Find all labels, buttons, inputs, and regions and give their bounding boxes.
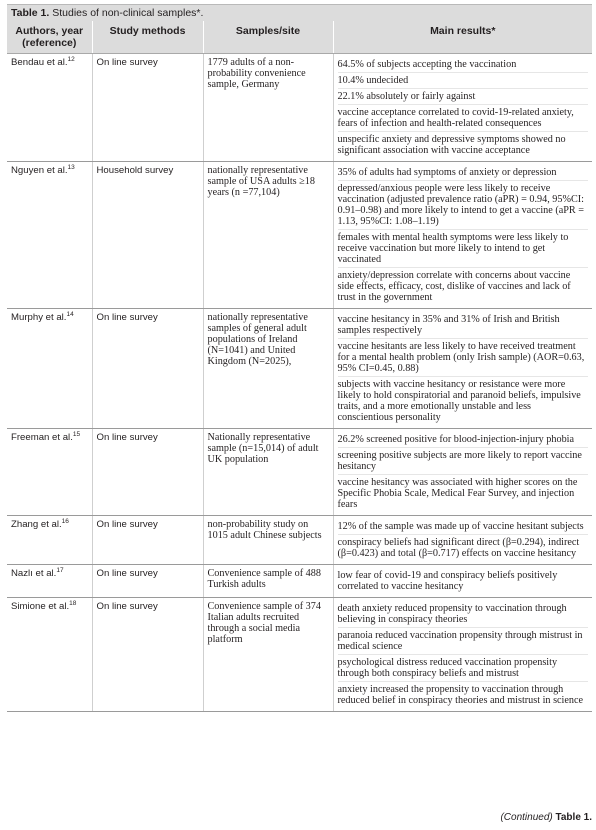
reference-number: 13 bbox=[67, 163, 75, 171]
author-name: Simione et al. bbox=[11, 601, 70, 612]
result-item: anxiety increased the propensity to vaccination through reduced belief in conspiracy theories and mistrust in science bbox=[337, 684, 584, 706]
sample-cell: 1779 adults of a non-probability convenience sample, Germany bbox=[203, 54, 333, 162]
table-row bbox=[7, 565, 592, 598]
studies-table bbox=[7, 21, 592, 712]
reference-number: 15 bbox=[72, 430, 81, 438]
author-name: Freeman et al. bbox=[11, 432, 73, 443]
results-cell bbox=[333, 565, 592, 598]
header-methods: Study methods bbox=[92, 21, 203, 54]
continued-note bbox=[500, 812, 592, 823]
author-cell bbox=[7, 598, 92, 712]
continued-label: Table 1. bbox=[555, 812, 592, 823]
author-name: Bendau et al. bbox=[11, 57, 68, 68]
result-item: death anxiety reduced propensity to vaccination through believing in conspiracy theories bbox=[338, 601, 589, 628]
sample-cell: nationally representative samples of general adult populations of Ireland (N=1041) and United Kingdom (N=2025), bbox=[203, 309, 333, 429]
result-item: unspecific anxiety and depressive symptoms showed no significant association with vaccine acceptance bbox=[337, 134, 566, 156]
author-name: Murphy et al. bbox=[11, 312, 67, 323]
results-cell bbox=[333, 598, 592, 712]
header-row bbox=[7, 21, 592, 54]
author-cell bbox=[7, 565, 92, 598]
table-row bbox=[7, 429, 592, 516]
sample-cell: Nationally representative sample (n=15,014) of adult UK population bbox=[203, 429, 333, 516]
method-cell: On line survey bbox=[92, 598, 203, 712]
author-name: Nguyen et al. bbox=[11, 165, 68, 176]
result-item: depressed/anxious people were less likely to receive vaccination (adjusted prevalence ratio (aPR) = 0.94, 95%CI: 0.91–0.98) and more likely to intend to get a vaccine (aPR = 1.13, 95%CI: 1.08–1.19) bbox=[338, 181, 589, 230]
result-item: 64.5% of subjects accepting the vaccination bbox=[338, 57, 589, 73]
header-results: Main results* bbox=[333, 21, 592, 54]
sample-cell: Convenience sample of 374 Italian adults recruited through a social media platform bbox=[203, 598, 333, 712]
result-item: vaccine acceptance correlated to covid-19-related anxiety, fears of infection and health-related consequences bbox=[338, 105, 589, 132]
table-row bbox=[7, 54, 592, 162]
result-item: screening positive subjects are more likely to report vaccine hesitancy bbox=[338, 448, 589, 475]
table-row bbox=[7, 598, 592, 712]
results-cell bbox=[333, 162, 592, 309]
results-cell bbox=[333, 54, 592, 162]
result-item: vaccine hesitancy in 35% and 31% of Irish and British samples respectively bbox=[338, 312, 589, 339]
result-item: conspiracy beliefs had significant direct (β=0.294), indirect (β=0.423) and total (β=0.717) effects on vaccine hesitancy bbox=[337, 537, 580, 559]
method-cell: Household survey bbox=[92, 162, 203, 309]
reference-number: 17 bbox=[56, 566, 64, 574]
result-item: anxiety/depression correlate with concerns about vaccine side effects, efficacy, cost, dislike of vaccines and lack of trust in the government bbox=[337, 270, 571, 303]
sample-cell: non-probability study on 1015 adult Chinese subjects bbox=[203, 516, 333, 565]
result-item: 12% of the sample was made up of vaccine hesitant subjects bbox=[338, 519, 589, 535]
result-item: vaccine hesitants are less likely to have received treatment for a mental health problem (only Irish sample) (AOR=0.63, 95% CI=0.45, 0.88) bbox=[338, 339, 589, 377]
results-cell bbox=[333, 516, 592, 565]
result-item: paranoia reduced vaccination propensity through mistrust in medical science bbox=[338, 628, 589, 655]
result-item: low fear of covid-19 and conspiracy beliefs positively correlated to vaccine hesitancy bbox=[337, 570, 558, 592]
table-row bbox=[7, 162, 592, 309]
results-cell bbox=[333, 309, 592, 429]
author-cell bbox=[7, 429, 92, 516]
reference-number: 14 bbox=[66, 310, 74, 318]
table-row bbox=[7, 516, 592, 565]
sample-cell: Convenience sample of 488 Turkish adults bbox=[203, 565, 333, 598]
result-item: 35% of adults had symptoms of anxiety or depression bbox=[338, 165, 589, 181]
method-cell: On line survey bbox=[92, 309, 203, 429]
table-row bbox=[7, 309, 592, 429]
author-cell bbox=[7, 162, 92, 309]
caption-label: Table 1. bbox=[11, 7, 50, 19]
reference-number: 16 bbox=[61, 517, 69, 525]
result-item: psychological distress reduced vaccination propensity through both conspiracy beliefs and mistrust bbox=[338, 655, 589, 682]
sample-cell: nationally representative sample of USA adults ≥18 years (n =77,104) bbox=[203, 162, 333, 309]
result-item: 10.4% undecided bbox=[338, 73, 589, 89]
author-cell bbox=[7, 54, 92, 162]
header-authors: Authors, year (reference) bbox=[7, 21, 92, 54]
author-cell bbox=[7, 516, 92, 565]
table-caption bbox=[7, 4, 592, 21]
reference-number: 18 bbox=[69, 599, 77, 607]
reference-number: 12 bbox=[67, 55, 75, 63]
continued-prefix: (Continued) bbox=[500, 812, 556, 823]
method-cell: On line survey bbox=[92, 516, 203, 565]
method-cell: On line survey bbox=[92, 565, 203, 598]
author-name: Zhang et al. bbox=[11, 519, 62, 530]
method-cell: On line survey bbox=[92, 429, 203, 516]
author-cell bbox=[7, 309, 92, 429]
result-item: vaccine hesitancy was associated with higher scores on the Specific Phobia Scale, Medical Fear Survey, and injection fears bbox=[337, 477, 578, 510]
author-name: Nazlı et al. bbox=[11, 568, 57, 579]
result-item: females with mental health symptoms were less likely to receive vaccination but more likely to intend to get vaccinated bbox=[338, 230, 589, 268]
method-cell: On line survey bbox=[92, 54, 203, 162]
result-item: 22.1% absolutely or fairly against bbox=[338, 89, 589, 105]
result-item: subjects with vaccine hesitancy or resistance were more likely to hold conspiratorial and paranoid beliefs, impulsive traits, and a more emotionally unstable and less conscientious personality bbox=[337, 379, 581, 423]
result-item: 26.2% screened positive for blood-injection-injury phobia bbox=[338, 432, 589, 448]
caption-text: Studies of non-clinical samples*. bbox=[52, 7, 204, 19]
results-cell bbox=[333, 429, 592, 516]
header-samples: Samples/site bbox=[203, 21, 333, 54]
